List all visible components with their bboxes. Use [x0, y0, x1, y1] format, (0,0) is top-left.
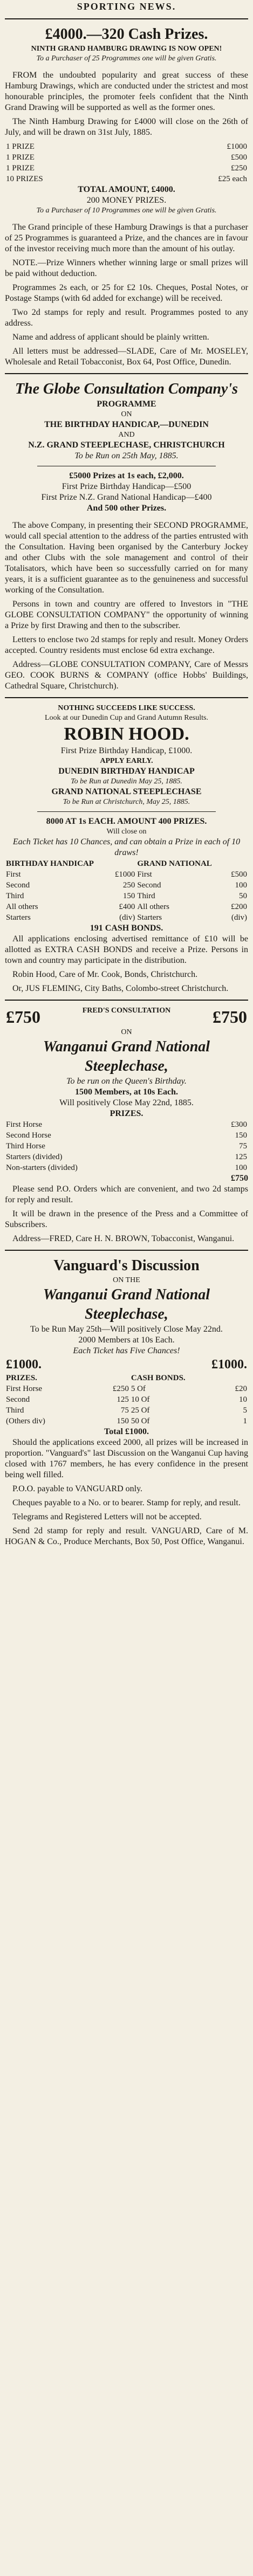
table-row: Starters (div) Starters (div)	[6, 913, 247, 922]
paragraph: Cheques payable to a No. or to bearer. Stamp for reply, and result.	[12, 1498, 241, 1507]
ad-subheadline: NINTH GRAND HAMBURG DRAWING IS NOW OPEN!	[31, 45, 222, 53]
ad-title: Wanganui Grand National Steeplechase,	[43, 1038, 210, 1075]
total: £750	[231, 1174, 248, 1183]
members: 2000 Members at 10s Each.	[78, 1335, 175, 1345]
address: Robin Hood, Care of Mr. Cook, Bonds, Christchurch.	[12, 970, 198, 979]
divider	[5, 1250, 248, 1251]
run-date: To be run on the Queen's Birthday.	[66, 1077, 187, 1086]
paragraph: Name and address of applicant should be plainly written.	[12, 333, 209, 342]
vanguard-ad	[5, 1256, 248, 1547]
amount-left: £1000.	[6, 1358, 42, 1372]
programme-label: PROGRAMME	[97, 400, 156, 409]
on-label: ON THE	[113, 1276, 140, 1284]
hamburg-drawing-ad	[5, 25, 248, 368]
gratis-note: To a Purchaser of 25 Programmes one will be given Gratis.	[36, 54, 217, 63]
race: Wanganui Grand National Steeplechase,	[43, 1286, 210, 1323]
divider	[5, 18, 248, 19]
gratis-note-2: To a Purchaser of 10 Programmes one will be given Gratis.	[36, 206, 217, 215]
prize-table	[5, 1373, 248, 1427]
table-row: Second 125 10 Of 10	[6, 1395, 247, 1404]
on-label: ON	[121, 1028, 132, 1036]
close-date: To be Run on 25th May, 1885.	[74, 451, 179, 460]
close-paragraph: The Ninth Hamburg Drawing for £4000 will close on the 26th of July, and will be drawn on 31st July, 1885.	[5, 117, 248, 137]
prize-row: 1 PRIZE £1000	[6, 142, 247, 151]
paragraph: Telegrams and Registered Letters will not be accepted.	[12, 1512, 202, 1521]
paragraph: Please send P.O. Orders which are convenient, and two 2d stamps for reply and result.	[5, 1184, 248, 1204]
prize-row: 1 PRIZE £250	[6, 164, 247, 173]
fred-label: FRED'S CONSULTATION	[82, 1007, 171, 1015]
paragraph: The Grand principle of these Hamburg Drawings is that a purchaser of 25 Programmes is guaranteed a Prize, and the chances are in favour of the investor receiving much more than the amount of his outlay.	[5, 223, 248, 253]
prize-table	[5, 858, 248, 923]
race-1: THE BIRTHDAY HANDICAP,—DUNEDIN	[44, 420, 209, 429]
divider	[5, 697, 248, 698]
newspaper-column	[5, 0, 248, 1547]
paragraph: Two 2d stamps for reply and result. Programmes posted to any address.	[5, 308, 248, 328]
divider	[5, 373, 248, 374]
money-prizes: 200 MONEY PRIZES.	[86, 196, 167, 205]
total-amount: TOTAL AMOUNT, £4000.	[78, 185, 175, 194]
robin-hood-ad	[5, 704, 248, 994]
freds-consultation-ad	[5, 1006, 248, 1244]
address: All letters must be addressed—SLADE, Care of Mr. MOSELEY, Wholesale and Retail Tobacconist, Box 64, Post Office, Dunedin.	[5, 347, 248, 367]
address: Address—FRED, Care H. N. BROWN, Tobacconist, Wanganui.	[12, 1234, 235, 1243]
on-label: ON	[121, 410, 132, 418]
prize-row: Non-starters (divided) 100	[6, 1163, 247, 1172]
table-header: PRIZES. CASH BONDS.	[6, 1374, 186, 1382]
amount-right: £1000.	[211, 1358, 247, 1372]
table-row: Second 250 Second 100	[6, 881, 247, 890]
amount: £5000 Prizes at 1s each, £2,000.	[69, 471, 184, 480]
paragraph: It will be drawn in the presence of the Press and a Committee of Subscribers.	[5, 1209, 248, 1229]
prize-row: 1 PRIZE £500	[6, 153, 247, 162]
table-row: Third 75 25 Of 5	[6, 1406, 247, 1415]
footer: Or, JUS FLEMING, City Baths, Colombo-street Christchurch.	[12, 984, 229, 993]
prize-row: Third Horse 75	[6, 1142, 247, 1151]
prize-row: First Horse £300	[6, 1120, 247, 1129]
table-row: First £1000 First £500	[6, 870, 247, 879]
ad-title: ROBIN HOOD.	[64, 724, 189, 744]
date-2: To be Run at Christchurch, May 25, 1885.	[63, 798, 190, 806]
prize-list	[5, 141, 248, 184]
chances: Each Ticket has Five Chances!	[73, 1346, 180, 1355]
first-prize-1: First Prize Birthday Handicap—£500	[61, 482, 192, 491]
prize-row: Starters (divided) 125	[6, 1153, 247, 1161]
divider	[5, 1000, 248, 1001]
notice-2: Look at our Dunedin Cup and Grand Autumn Results.	[45, 714, 208, 722]
race-name-2: GRAND NATIONAL STEEPLECHASE	[51, 787, 202, 796]
close-date: Will positively Close May 22nd, 1885.	[59, 1098, 194, 1107]
race-name: DUNEDIN BIRTHDAY HANDICAP	[58, 767, 195, 776]
paragraph: Persons in town and country are offered to Investors in "THE GLOBE CONSULTATION COMPANY" the opportunity of winning a Prize by first Drawing and then to the subscriber.	[5, 600, 248, 630]
date-1: To be Run at Dunedin May 25, 1885.	[71, 777, 182, 786]
globe-consultation-ad	[5, 380, 248, 692]
ad4-header	[5, 1006, 248, 1028]
paragraph: Letters to enclose two 2d stamps for reply and result. Money Orders accepted. Country residents must enclose 6d extra exchange.	[5, 635, 248, 655]
amount-row	[5, 1356, 248, 1373]
prize-row: Second Horse 150	[6, 1131, 247, 1140]
address: Send 2d stamp for reply and result. VANGUARD, Care of M. HOGAN & Co., Produce Merchants, Box 50, Post Office, Wanganui.	[5, 1526, 248, 1546]
table-row: First Horse £250 5 Of £20	[6, 1385, 247, 1393]
total: 8000 AT 1s EACH. AMOUNT 400 PRIZES.	[46, 817, 207, 826]
table-header: BIRTHDAY HANDICAP GRAND NATIONAL	[6, 859, 212, 868]
paragraph: All applications enclosing advertised remittance of £10 will be allotted as EXTRA CASH BONDS and receive a Prize. Persons in town and country may participate in the distribution.	[5, 934, 248, 965]
other-prizes: And 500 other Prizes.	[86, 504, 167, 513]
section-title: SPORTING NEWS.	[77, 1, 176, 12]
ad-headline: £4000.—320 Cash Prizes.	[45, 26, 208, 43]
address: Address—GLOBE CONSULTATION COMPANY, Care of Messrs GEO. COOK BURNS & COMPANY (office Hobbs' Buildings, Cathedral Square, Christchurch).	[5, 660, 248, 691]
race: First Prize Birthday Handicap, £1000.	[60, 746, 193, 755]
paragraph: Should the applications exceed 2000, all prizes will be increased in proportion. "Vanguard's" last Discussion on the Wanganui Cup having closed with 1767 members, he has every confidence in the present being well filled.	[5, 1438, 248, 1479]
ad-title: Vanguard's Discussion	[53, 1257, 200, 1274]
run-date: To be Run May 25th—Will positively Close May 22nd.	[30, 1325, 223, 1334]
apply-early: APPLY EARLY.	[100, 757, 153, 765]
and-label: AND	[118, 431, 135, 439]
paragraph: Programmes 2s each, or 25 for £2 10s. Cheques, Postal Notes, or Postage Stamps (with 6d added for exchange) will be received.	[5, 283, 248, 303]
table-row: (Others div) 150 50 Of 1	[6, 1417, 247, 1425]
ad-title: The Globe Consultation Company's	[15, 381, 238, 397]
intro-paragraph: FROM the undoubted popularity and great success of these Hamburg Drawings, which are conducted under the strictest and most honourable principles, the promoter feels confident that the Ninth Grand Drawing will be supported as well as the former ones.	[5, 71, 248, 112]
amount-right: £750	[213, 1007, 247, 1027]
notice: NOTHING SUCCEEDS LIKE SUCCESS.	[58, 704, 195, 712]
chances-note: Each Ticket has 10 Chances, and can obtain a Prize in each of 10 draws!	[12, 837, 241, 857]
divider	[37, 811, 216, 812]
race-2: N.Z. GRAND STEEPLECHASE, CHRISTCHURCH	[28, 440, 225, 450]
amount-left: £750	[6, 1007, 40, 1027]
prize-row: 10 PRIZES £25 each	[6, 175, 247, 183]
paragraph: NOTE.—Prize Winners whether winning large or small prizes will be paid without deduction.	[5, 258, 248, 278]
total: Total £1000.	[104, 1427, 149, 1436]
paragraph: P.O.O. payable to VANGUARD only.	[12, 1484, 143, 1493]
table-row: Third 150 Third 50	[6, 892, 247, 900]
members: 1500 Members, at 10s Each.	[74, 1087, 179, 1097]
will-close: Will close on	[106, 828, 147, 836]
prizes-title: PRIZES.	[110, 1109, 143, 1118]
paragraph: The above Company, in presenting their SECOND PROGRAMME, would call special attention to the address of the parties entrusted with the Consultation. Having been organised by the Canterbury Jockey and other Clubs with the sole management and control of their Totalisators, which have been so successfully carried on for many years, it is a sufficient guarantee as to the genuineness and successful working of the Consultation.	[5, 521, 248, 595]
prize-list	[5, 1119, 248, 1173]
first-prize-2: First Prize N.Z. Grand National Handicap—£400	[41, 493, 212, 502]
cash-bonds-title: 191 CASH BONDS.	[90, 924, 163, 933]
table-row: All others £400 All others £200	[6, 903, 247, 911]
